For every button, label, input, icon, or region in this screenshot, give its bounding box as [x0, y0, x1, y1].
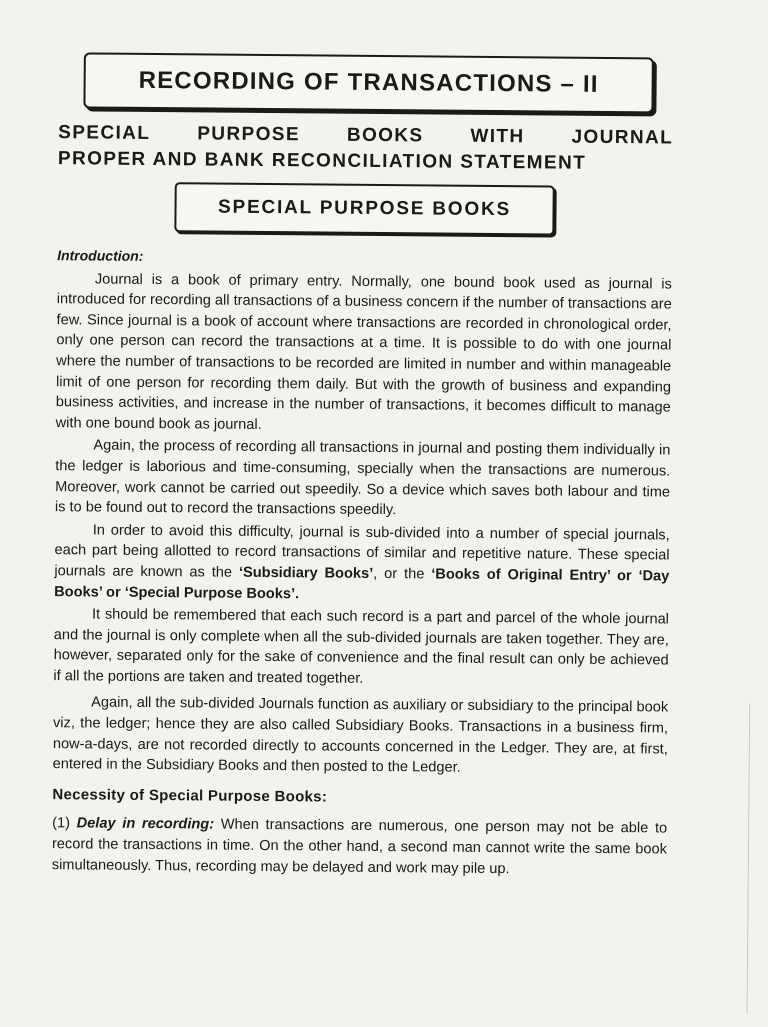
- subsidiary-books-term: ‘Subsidiary Books’: [238, 564, 374, 582]
- item-number: (1): [52, 815, 77, 832]
- subtitle-word: WITH: [470, 125, 525, 148]
- section-title: SPECIAL PURPOSE BOOKS: [217, 196, 512, 221]
- paragraph-4: It should be remembered that each such record is a part and parcel of the whole journal and the journal is only complete when all the sub-divided journals are taken together. They are, however, separated only for the sake of convenience and the final result can only be achieved if all the portions are taken and treated together.: [53, 606, 670, 687]
- paragraph-3-mid: , or the: [373, 565, 432, 583]
- paragraph-1: Journal is a book of primary entry. Normally, one bound book used as journal is introduced for recording all transactions of a business concern if the number of transactions are few. Since journal is a book of account where transactions are recorded in chronological order, only one person can record the transactions at a time. It is possible to do with one journal where the number of transactions to be recorded are limited in number and within manageable limit of one person for recording them daily. But with the growth of business and expanding business activities, and increase in the number of transactions, it becomes difficult to manage with one bound book as journal.: [55, 271, 672, 433]
- subtitle-word: PURPOSE: [197, 123, 301, 146]
- paragraph-2: Again, the process of recording all transactions in journal and posting them individually in the ledger is laborious and time-consuming, specially when the transactions are numerous. Moreover, work cannot be carried out speedily. So a device which saves both labour and time is to be found out to record the transactions speedily.: [54, 437, 671, 519]
- subtitle: [58, 120, 673, 177]
- item-text: When transactions are numerous, one person may not be able to record the transactions in time. On the other hand, a second man cannot write the same book simultaneously. Thus, recording may be delayed and work may pile up.: [51, 817, 668, 877]
- page-edge-line: [747, 703, 751, 1013]
- paragraph-3-start: In order to avoid this difficulty, journal is sub-divided into a number of special journals, each part being allotted to record transactions of similar and repetitive nature. These special journals are known as the: [54, 522, 670, 581]
- subtitle-word: BOOKS: [346, 124, 424, 147]
- other-names-term: ‘Books of Original Entry’ or ‘Day Books’ or ‘Special Purpose Books’.: [54, 566, 670, 602]
- paragraph-5: Again, all the sub-divided Journals function as auxiliary or subsidiary to the principal book viz, the ledger; hence they are also called Subsidiary Books. Transactions in a business firm, now-a-days, are not recorded directly to accounts concerned in the Ledger. They are, at first, entered in the Subsidiary Books and then posted to the Ledger.: [52, 694, 669, 776]
- chapter-title-box: [83, 52, 653, 113]
- paragraph-3: [54, 520, 670, 608]
- body-text: [52, 245, 672, 881]
- section-title-box: [174, 182, 554, 235]
- necessity-item-1: [52, 814, 668, 881]
- subtitle-word: JOURNAL: [571, 126, 674, 149]
- subtitle-line-2: PROPER AND BANK RECONCILIATION STATEMENT: [57, 148, 587, 174]
- chapter-title: RECORDING OF TRANSACTIONS – II: [138, 66, 599, 98]
- subtitle-word: SPECIAL: [58, 122, 151, 144]
- item-term: Delay in recording:: [76, 815, 215, 834]
- introduction-heading: Introduction:: [57, 247, 144, 264]
- necessity-heading: Necessity of Special Purpose Books:: [52, 785, 328, 806]
